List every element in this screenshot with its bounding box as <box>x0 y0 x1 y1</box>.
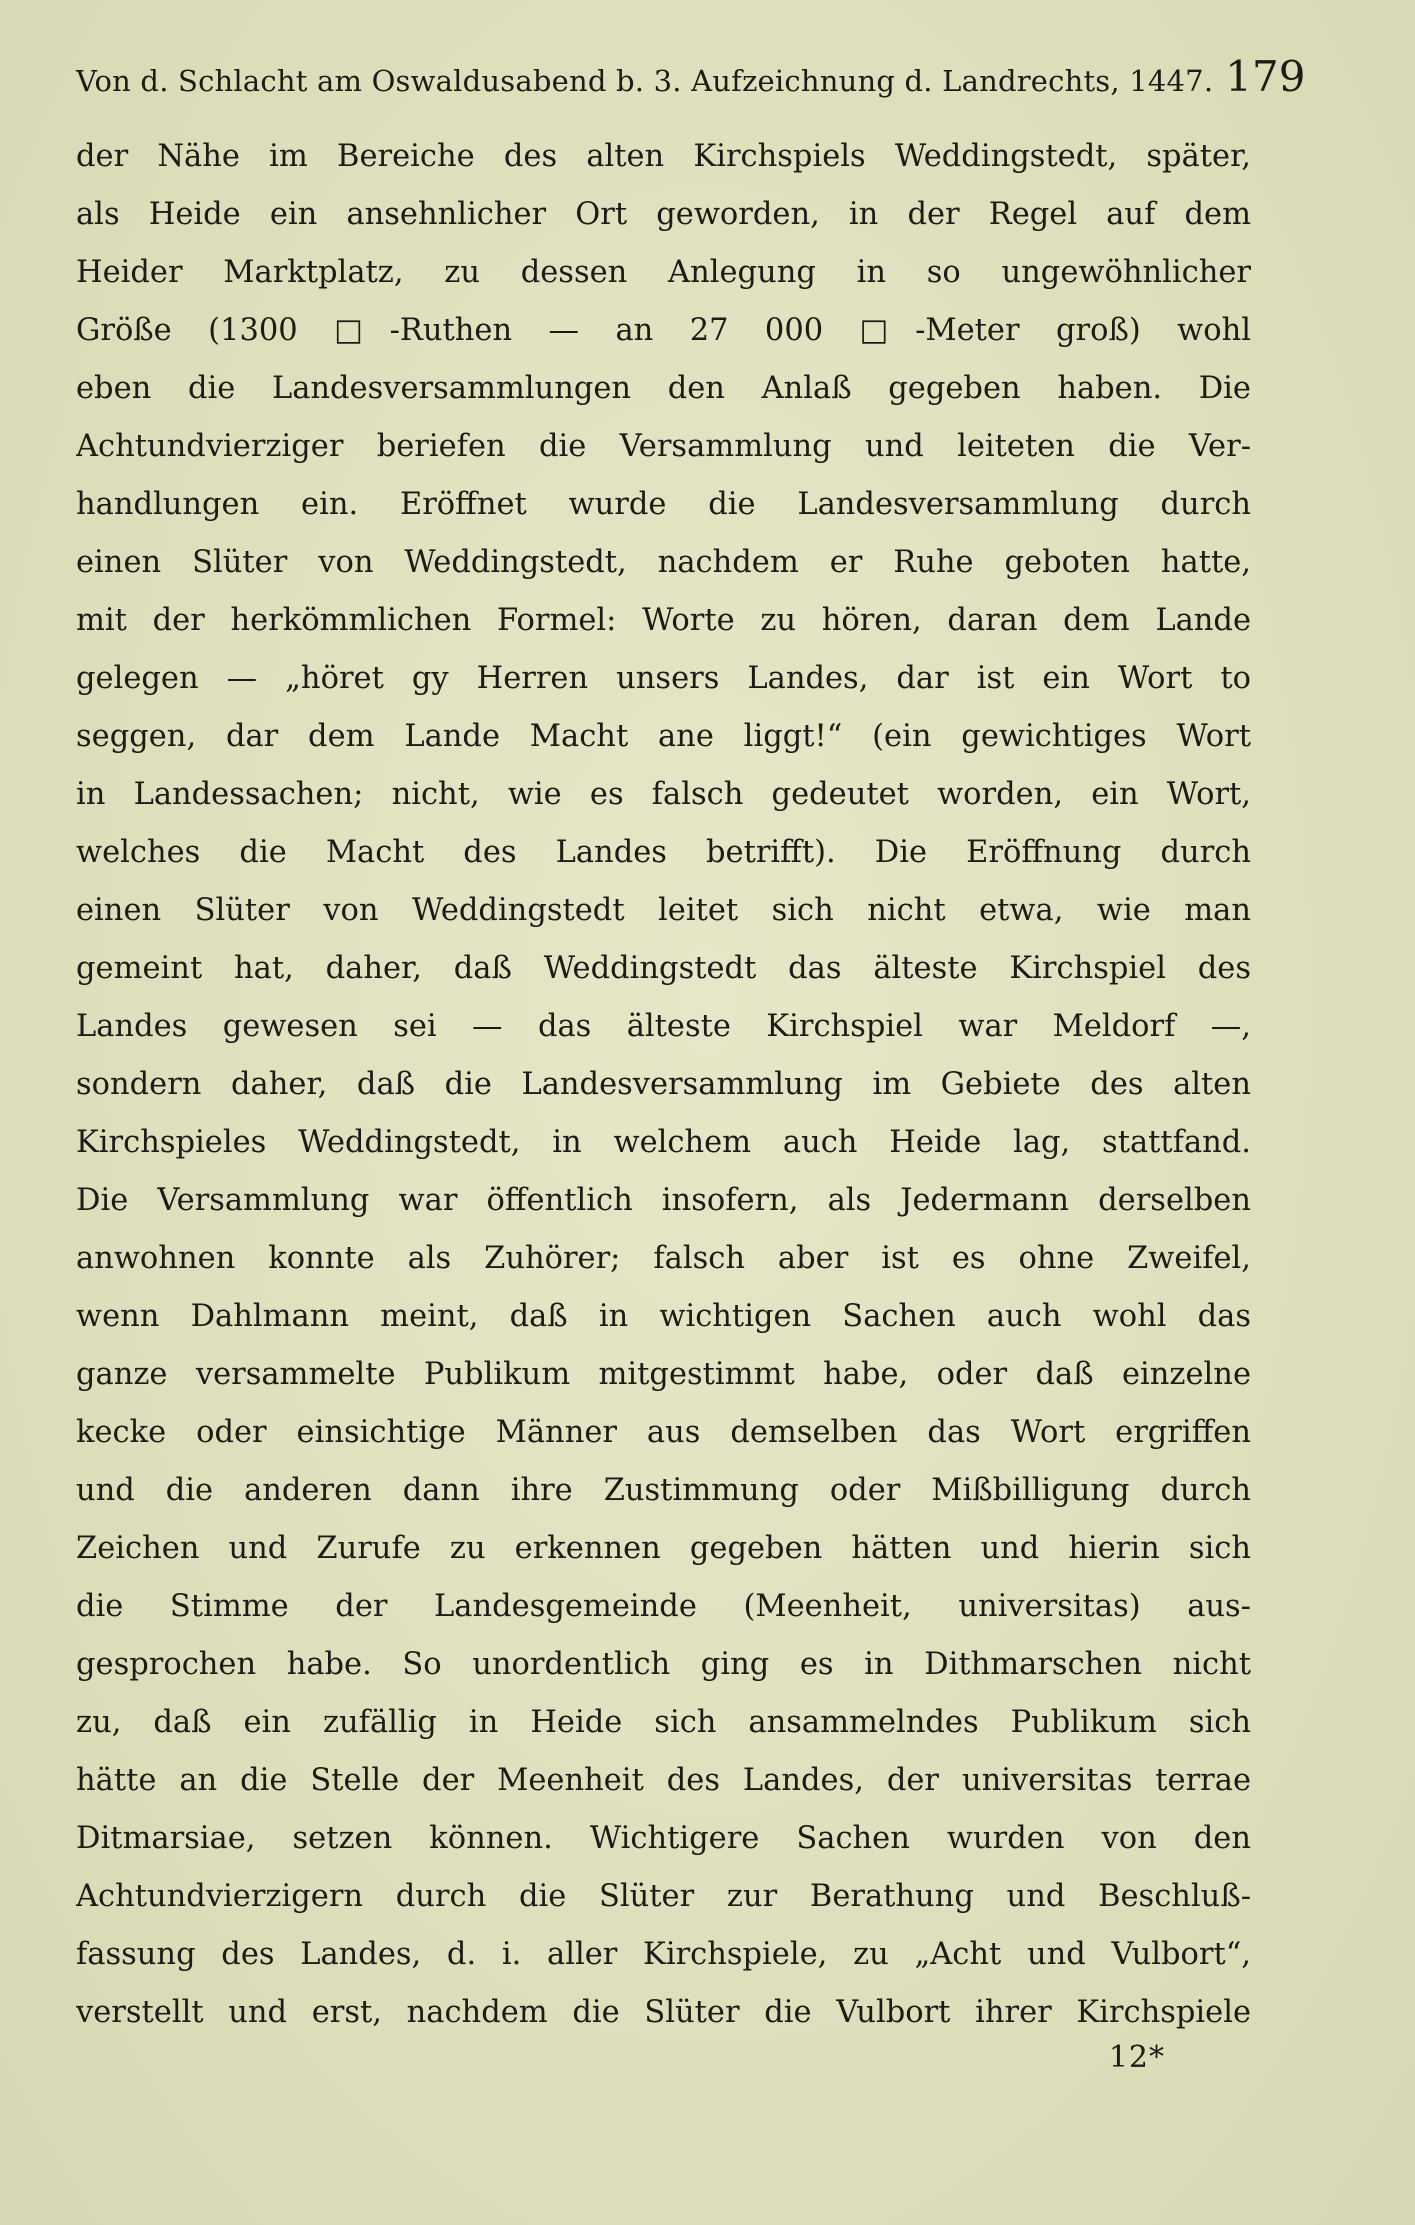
text-line: kecke oder einsichtige Männer aus demselben das Wort ergriffen <box>76 1415 1251 1450</box>
signature-mark: 12* <box>1108 2040 1165 2075</box>
body-text <box>76 128 1251 2042</box>
text-line: anwohnen konnte als Zuhörer; falsch aber ist es ohne Zweifel, <box>76 1241 1251 1276</box>
running-title: Von d. Schlacht am Oswaldusabend b. 3. Aufzeichnung d. Landrechts, 1447. <box>76 64 1214 98</box>
text-line: seggen, dar dem Lande Macht ane liggt!“ (ein gewichtiges Wort <box>76 719 1251 754</box>
text-line: sondern daher, daß die Landesversammlung im Gebiete des alten <box>76 1067 1251 1102</box>
text-line: zu, daß ein zufällig in Heide sich ansammelndes Publikum sich <box>76 1705 1251 1740</box>
running-head <box>76 52 1306 112</box>
text-line: hätte an die Stelle der Meenheit des Landes, der universitas terrae <box>76 1763 1251 1798</box>
text-line: ganze versammelte Publikum mitgestimmt habe, oder daß einzelne <box>76 1357 1251 1392</box>
text-line: handlungen ein. Eröffnet wurde die Landesversammlung durch <box>76 487 1251 522</box>
text-line: und die anderen dann ihre Zustimmung oder Mißbilligung durch <box>76 1473 1251 1508</box>
text-line: Achtundvierzigern durch die Slüter zur Berathung und Beschluß- <box>76 1879 1251 1914</box>
text-line: als Heide ein ansehnlicher Ort geworden, in der Regel auf dem <box>76 197 1251 232</box>
text-line: die Stimme der Landesgemeinde (Meenheit, universitas) aus- <box>76 1589 1251 1624</box>
text-line: Landes gewesen sei — das älteste Kirchspiel war Meldorf —, <box>76 1009 1251 1044</box>
text-line: mit der herkömmlichen Formel: Worte zu hören, daran dem Lande <box>76 603 1251 638</box>
text-line: Größe (1300 □-Ruthen — an 27 000 □-Meter groß) wohl <box>76 313 1251 348</box>
text-line: Heider Marktplatz, zu dessen Anlegung in so ungewöhnlicher <box>76 255 1251 290</box>
text-line: Kirchspieles Weddingstedt, in welchem auch Heide lag, stattfand. <box>76 1125 1251 1160</box>
text-line: Zeichen und Zurufe zu erkennen gegeben hätten und hierin sich <box>76 1531 1251 1566</box>
text-line: eben die Landesversammlungen den Anlaß gegeben haben. Die <box>76 371 1251 406</box>
text-line: gelegen — „höret gy Herren unsers Landes, dar ist ein Wort to <box>76 661 1251 696</box>
text-line: wenn Dahlmann meint, daß in wichtigen Sachen auch wohl das <box>76 1299 1251 1334</box>
text-line: gesprochen habe. So unordentlich ging es in Dithmarschen nicht <box>76 1647 1251 1682</box>
text-line: Die Versammlung war öffentlich insofern, als Jedermann derselben <box>76 1183 1251 1218</box>
text-line: einen Slüter von Weddingstedt, nachdem er Ruhe geboten hatte, <box>76 545 1251 580</box>
text-line: der Nähe im Bereiche des alten Kirchspiels Weddingstedt, später, <box>76 139 1251 174</box>
text-line: fassung des Landes, d. i. aller Kirchspiele, zu „Acht und Vulbort“, <box>76 1937 1251 1972</box>
text-line: Ditmarsiae, setzen können. Wichtigere Sachen wurden von den <box>76 1821 1251 1856</box>
text-line: einen Slüter von Weddingstedt leitet sich nicht etwa, wie man <box>76 893 1251 928</box>
text-line: Achtundvierziger beriefen die Versammlung und leiteten die Ver- <box>76 429 1251 464</box>
text-line: welches die Macht des Landes betrifft). Die Eröffnung durch <box>76 835 1251 870</box>
page-number: 179 <box>1225 52 1306 101</box>
text-line: gemeint hat, daher, daß Weddingstedt das älteste Kirchspiel des <box>76 951 1251 986</box>
text-line: in Landessachen; nicht, wie es falsch gedeutet worden, ein Wort, <box>76 777 1251 812</box>
text-line: verstellt und erst, nachdem die Slüter die Vulbort ihrer Kirchspiele <box>76 1995 1251 2030</box>
